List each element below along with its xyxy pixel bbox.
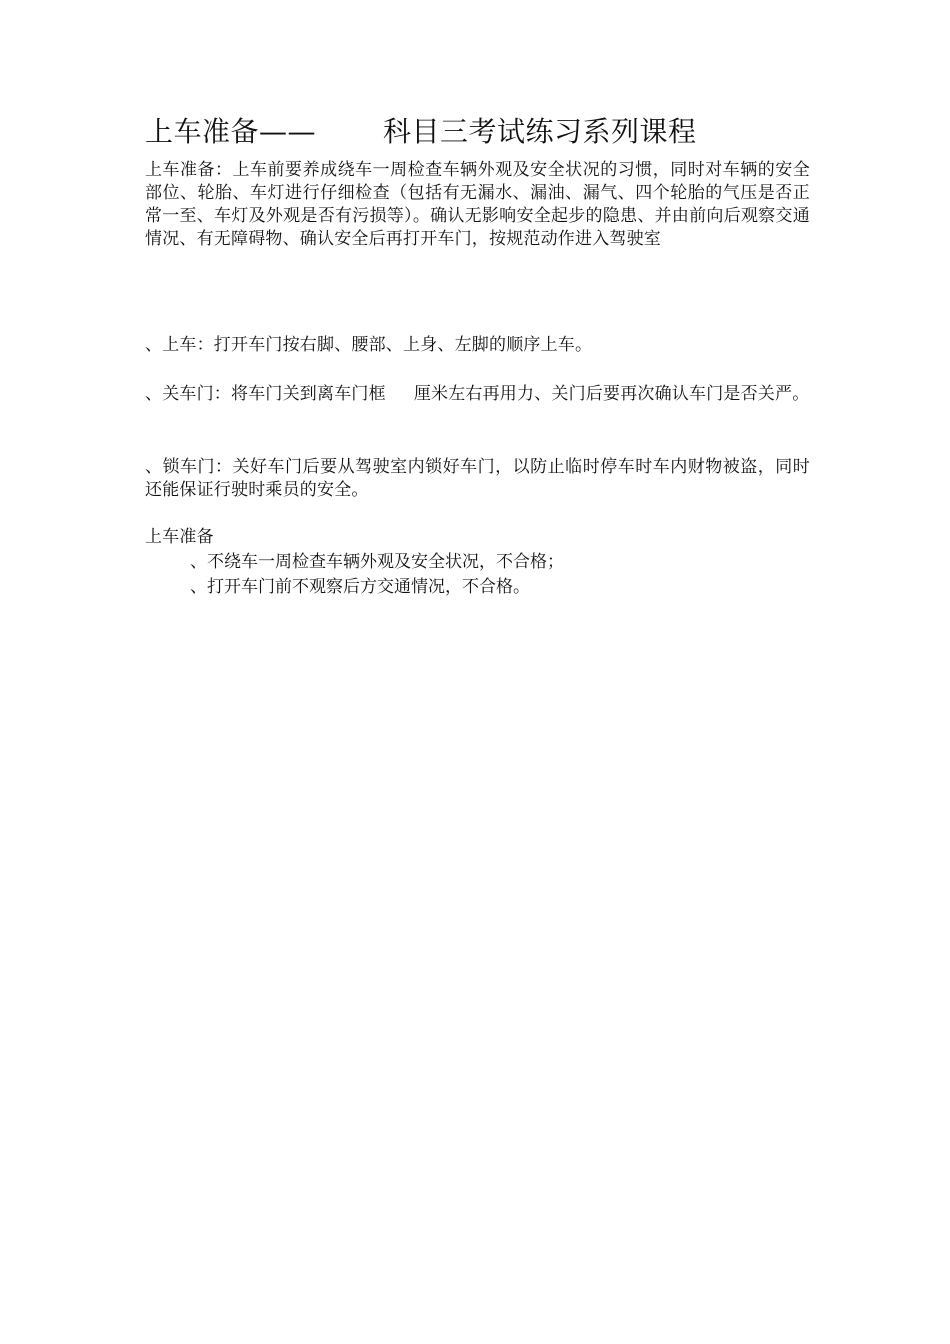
intro-paragraph: 上车准备：上车前要养成绕车一周检查车辆外观及安全状况的习惯，同时对车辆的安全部位、轮胎、车灯进行仔细检查（包括有无漏水、漏油、漏气、四个轮胎的气压是否正常一至、车灯及外观是否有污损等）。确认无影响安全起步的隐患、并由前向后观察交通情况、有无障碍物、确认安全后再打开车门，按规范动作进入驾驶室 <box>145 160 810 249</box>
rule-item: 、不绕车一周检查车辆外观及安全状况，不合格； <box>190 552 564 572</box>
step-close-door-part-a: 、关车门：将车门关到离车门框 <box>145 384 386 404</box>
step-lock-door: 、锁车门：关好车门后要从驾驶室内锁好车门，以防止临时停车时车内财物被盗，同时还能保证行驶时乘员的安全。 <box>145 457 810 500</box>
step-get-in: 、上车：打开车门按右脚、腰部、上身、左脚的顺序上车。 <box>145 335 593 355</box>
step-close-door-part-b: 厘米左右再用力、关门后要再次确认车门是否关严。 <box>413 384 810 404</box>
section-heading: 上车准备 <box>145 527 214 547</box>
title-left: 上车准备—— <box>145 115 317 148</box>
step-close-door <box>145 383 810 406</box>
title-right: 科目三考试练习系列课程 <box>383 115 697 148</box>
document-title <box>145 112 697 152</box>
rule-item: 、打开车门前不观察后方交通情况，不合格。 <box>190 577 530 597</box>
